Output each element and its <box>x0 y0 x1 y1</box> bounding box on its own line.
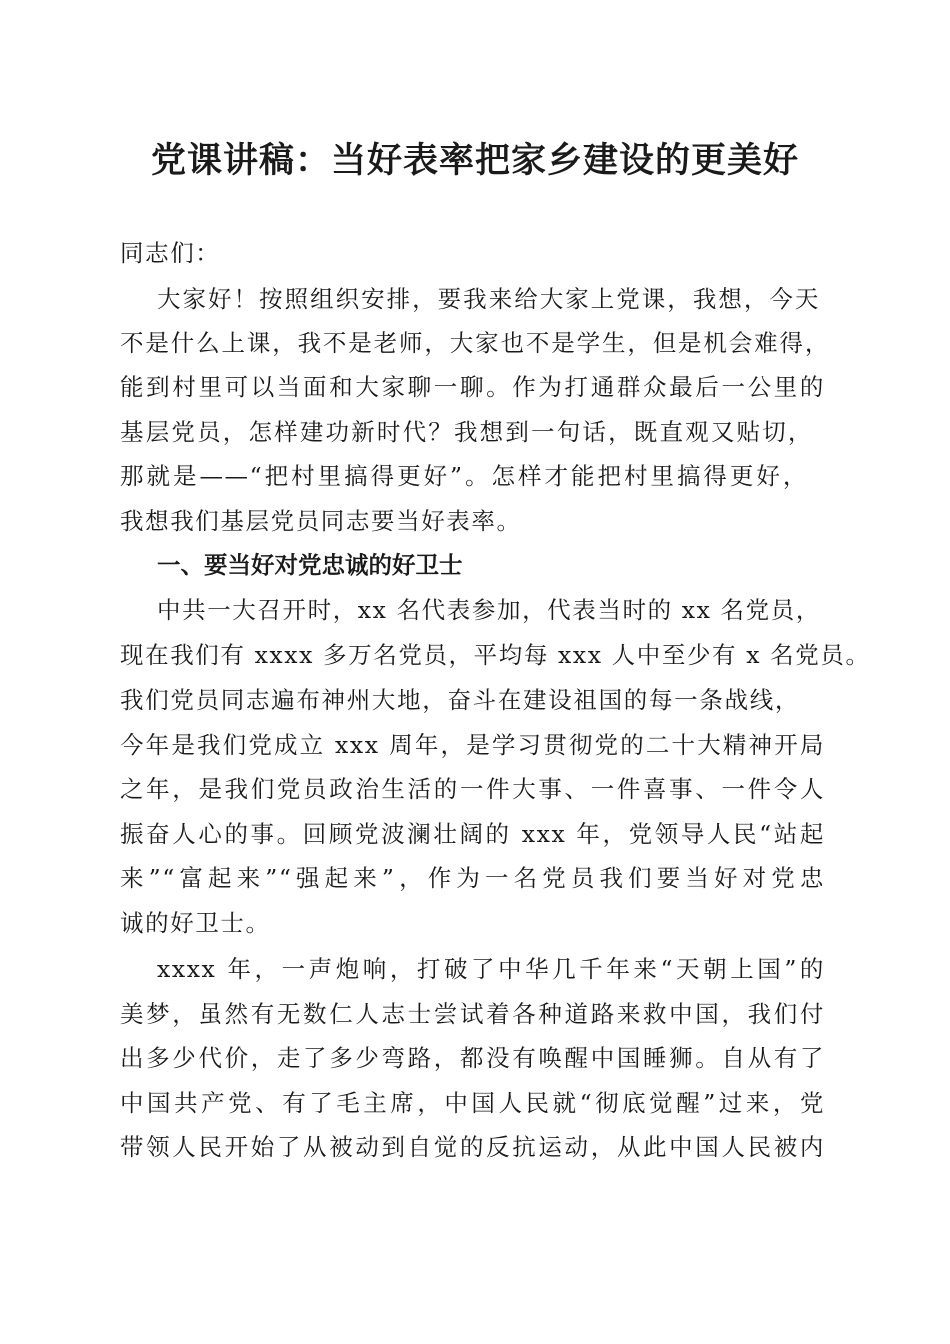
paragraph-line: 中共一大召开时，xx 名代表参加，代表当时的 xx 名党员， <box>157 596 821 624</box>
paragraph-line: 不是什么上课，我不是老师，大家也不是学生，但是机会难得， <box>120 329 830 357</box>
paragraph-line: 之年，是我们党员政治生活的一件大事、一件喜事、一件令人 <box>120 775 825 803</box>
paragraph-line: 带领人民开始了从被动到自觉的反抗运动，从此中国人民被内 <box>120 1133 825 1161</box>
paragraph-line: 美梦，虽然有无数仁人志士尝试着各种道路来救中国，我们付 <box>120 1000 825 1028</box>
paragraph-line: 基层党员，怎样建功新时代？我想到一句话，既直观又贴切， <box>120 418 813 446</box>
paragraph-line: 大家好！按照组织安排，要我来给大家上党课，我想，今天 <box>157 285 820 313</box>
paragraph-line: 振奋人心的事。回顾党波澜壮阔的 xxx 年，党领导人民“站起 <box>120 820 825 848</box>
paragraph-line: 诚的好卫士。 <box>120 909 271 937</box>
paragraph-line: 中国共产党、有了毛主席，中国人民就“彻底觉醒”过来，党 <box>120 1089 825 1117</box>
paragraph-line: 今年是我们党成立 xxx 周年，是学习贯彻党的二十大精神开局 <box>120 731 825 759</box>
paragraph-line: 能到村里可以当面和大家聊一聊。作为打通群众最后一公里的 <box>120 373 825 401</box>
paragraph-line: xxxx 年，一声炮响，打破了中华几千年来“天朝上国”的 <box>157 955 825 983</box>
page-title: 党课讲稿：当好表率把家乡建设的更美好 <box>150 140 799 181</box>
paragraph-line: 来”“富起来”“强起来”，作为一名党员我们要当好对党忠 <box>120 864 825 892</box>
salutation: 同志们： <box>120 239 221 267</box>
section-heading: 一、要当好对党忠诚的好卫士 <box>157 551 463 579</box>
paragraph-line: 那就是——“把村里搞得更好”。怎样才能把村里搞得更好， <box>120 462 808 490</box>
paragraph-line: 我们党员同志遍布神州大地，奋斗在建设祖国的每一条战线， <box>120 686 800 714</box>
paragraph-line: 出多少代价，走了多少弯路，都没有唤醒中国睡狮。自从有了 <box>120 1044 825 1072</box>
paragraph-line: 现在我们有 xxxx 多万名党员，平均每 xxx 人中至少有 x 名党员。 <box>120 641 871 669</box>
paragraph-line: 我想我们基层党员同志要当好表率。 <box>120 507 522 535</box>
